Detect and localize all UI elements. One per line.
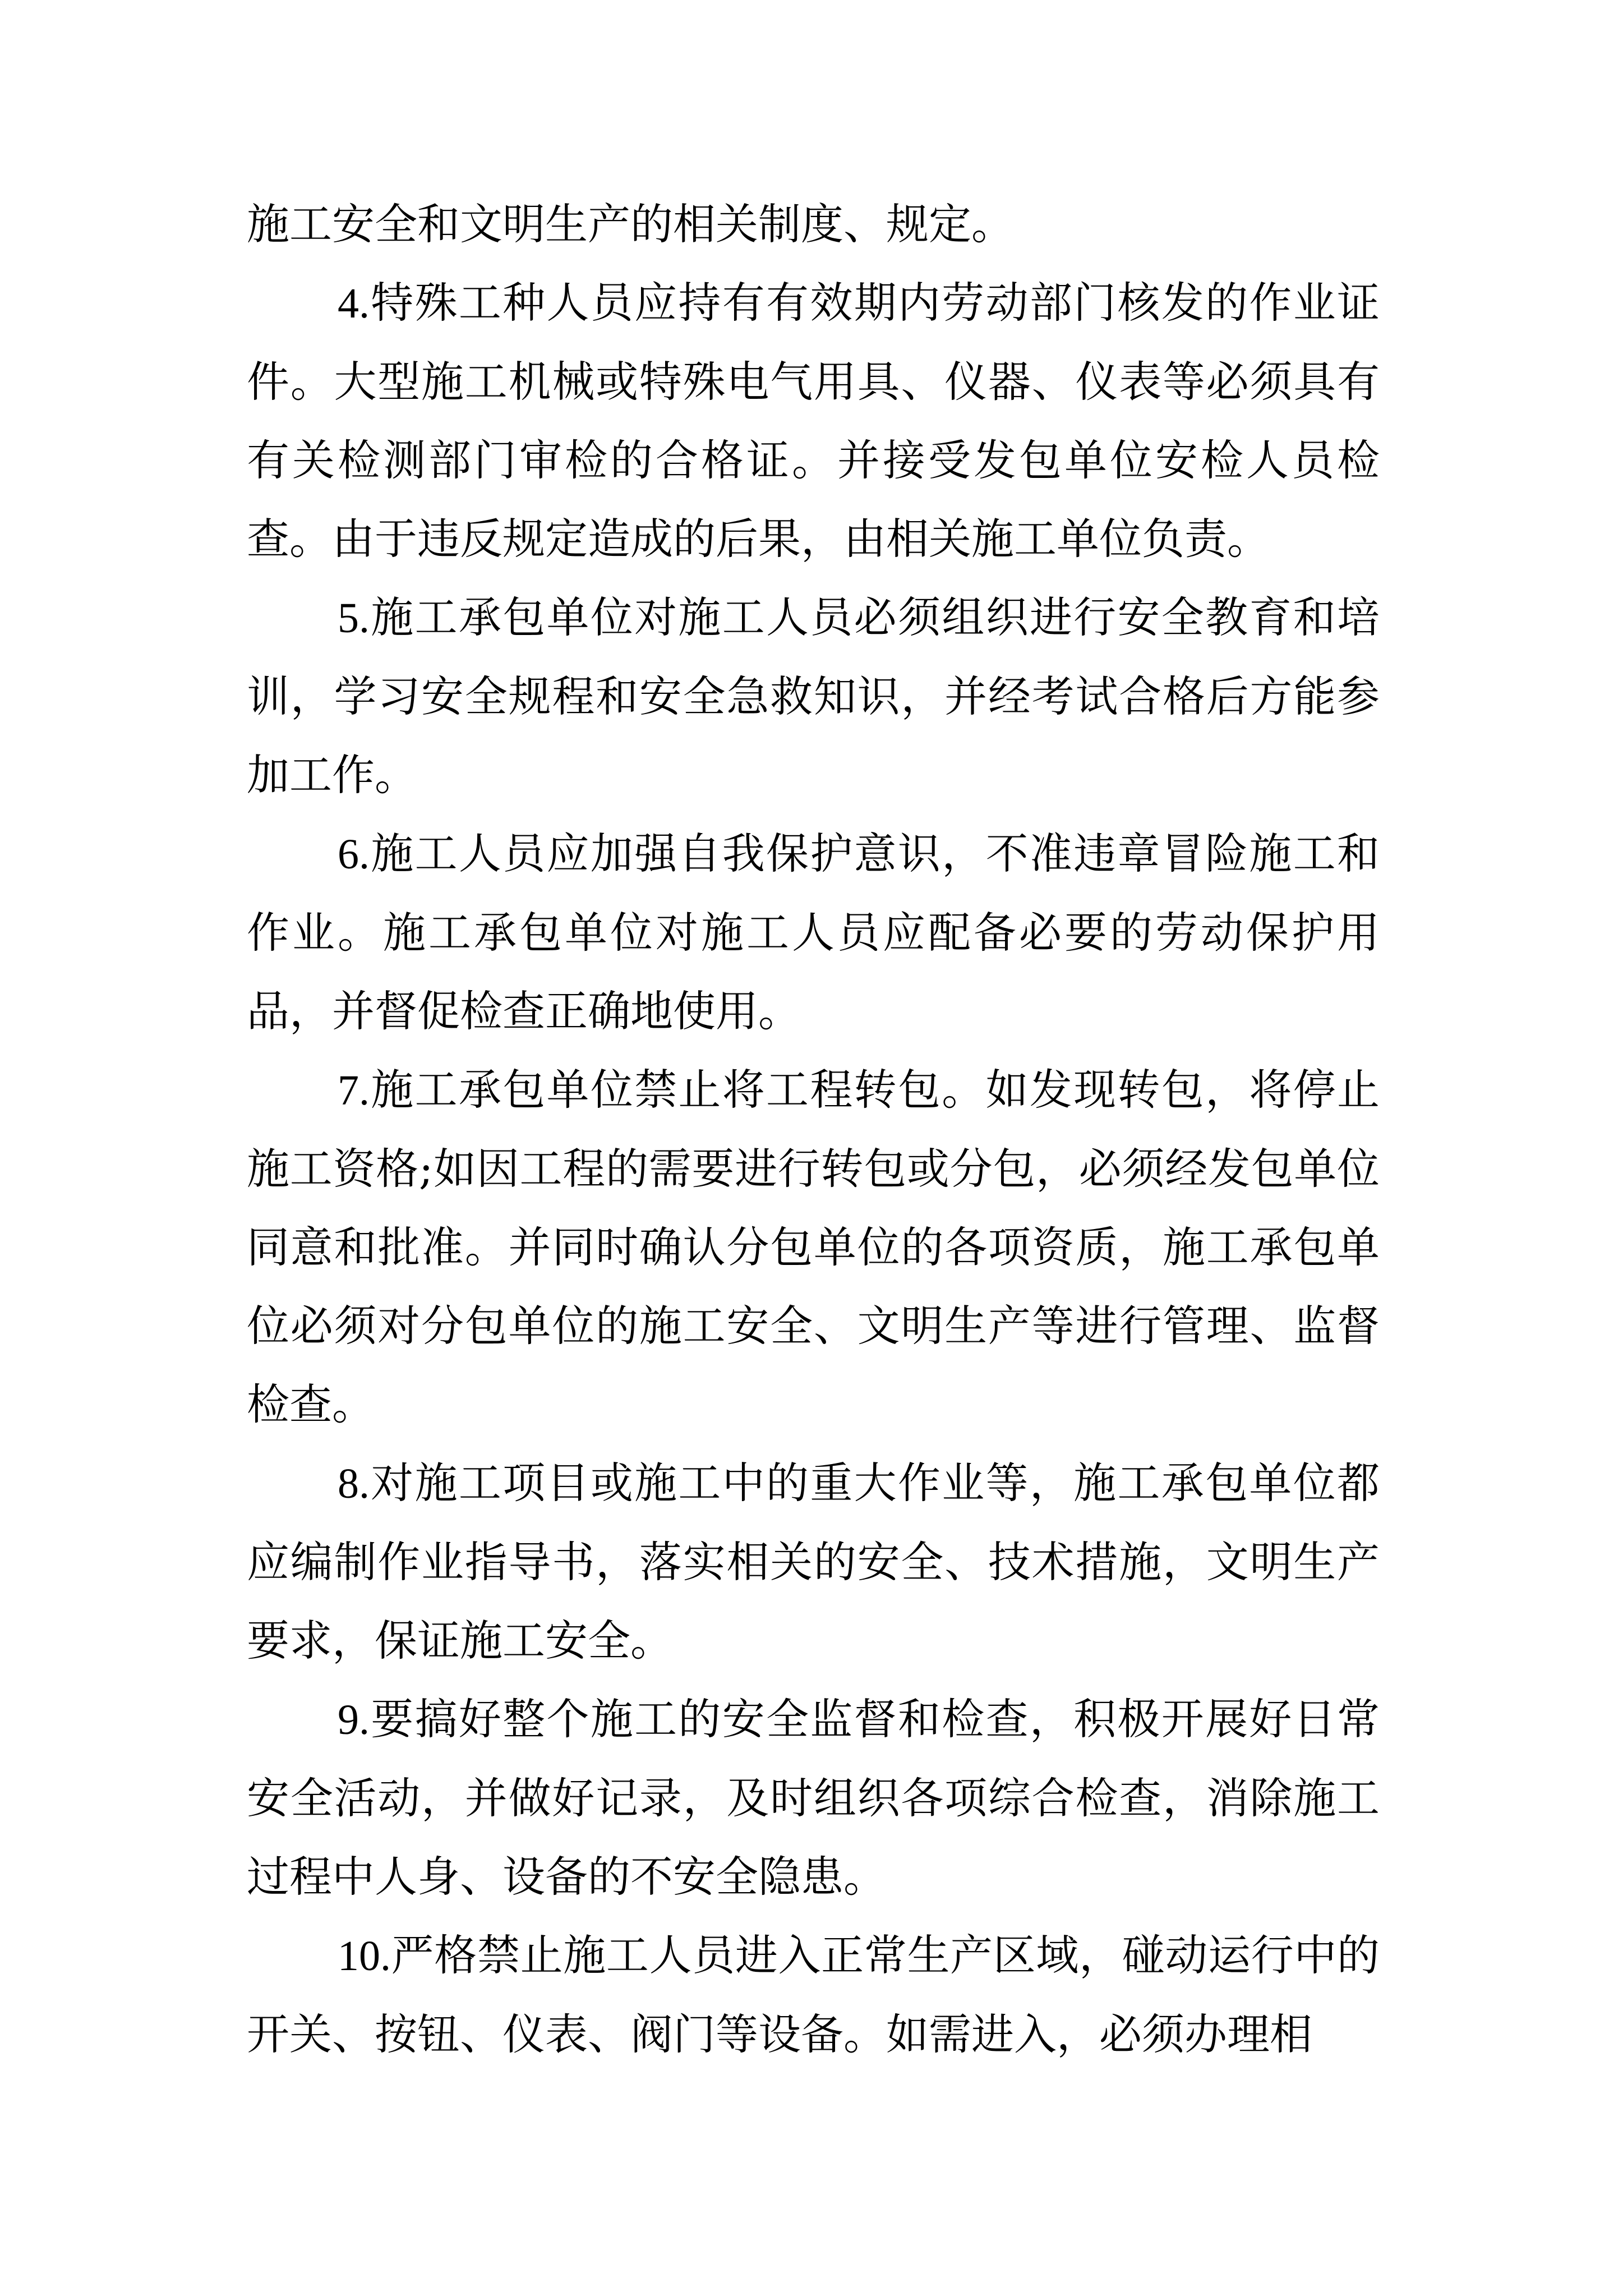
clause-text: 施工承包单位对施工人员必须组织进行安全教育和培训，学习安全规程和安全急救知识，并经考试合格后方能参加工作。 <box>247 592 1380 800</box>
clause-7 <box>247 1051 1380 1444</box>
clause-text: 特殊工种人员应持有有效期内劳动部门核发的作业证件。大型施工机械或特殊电气用具、仪器、仪表等必须具有有关检测部门审检的合格证。并接受发包单位安检人员检查。由于违反规定造成的后果，由相关施工单位负责。 <box>247 278 1380 564</box>
clause-number: 5. <box>338 595 370 642</box>
clause-number: 8. <box>338 1460 370 1507</box>
clause-9 <box>247 1680 1380 1916</box>
clause-text: 要搞好整个施工的安全监督和检查，积极开展好日常安全活动，并做好记录，及时组织各项综合检查，消除施工过程中人身、设备的不安全隐患。 <box>247 1694 1380 1902</box>
clause-number: 10. <box>338 1932 391 1980</box>
paragraph-text: 施工安全和文明生产的相关制度、规定。 <box>247 199 1014 249</box>
clause-text: 对施工项目或施工中的重大作业等，施工承包单位都应编制作业指导书，落实相关的安全、技术措施，文明生产要求，保证施工安全。 <box>247 1458 1380 1665</box>
clause-4 <box>247 264 1380 578</box>
clause-8 <box>247 1444 1380 1680</box>
clause-number: 6. <box>338 831 370 878</box>
clause-5 <box>247 578 1380 815</box>
paragraph-continuation <box>247 185 1380 264</box>
clause-text: 施工承包单位禁止将工程转包。如发现转包，将停止施工资格;如因工程的需要进行转包或分包，必须经发包单位同意和批准。并同时确认分包单位的各项资质，施工承包单位必须对分包单位的施工安全、文明生产等进行管理、监督检查。 <box>247 1065 1380 1429</box>
clause-text: 施工人员应加强自我保护意识，不准违章冒险施工和作业。施工承包单位对施工人员应配备必要的劳动保护用品，并督促检查正确地使用。 <box>247 829 1380 1036</box>
document-body <box>247 185 1380 2074</box>
clause-6 <box>247 815 1380 1051</box>
clause-number: 4. <box>338 280 370 327</box>
clause-number: 7. <box>338 1067 370 1114</box>
clause-10 <box>247 1916 1380 2074</box>
clause-number: 9. <box>338 1696 370 1743</box>
clause-text: 严格禁止施工人员进入正常生产区域，碰动运行中的开关、按钮、仪表、阀门等设备。如需进入，必须办理相 <box>247 1930 1380 2059</box>
